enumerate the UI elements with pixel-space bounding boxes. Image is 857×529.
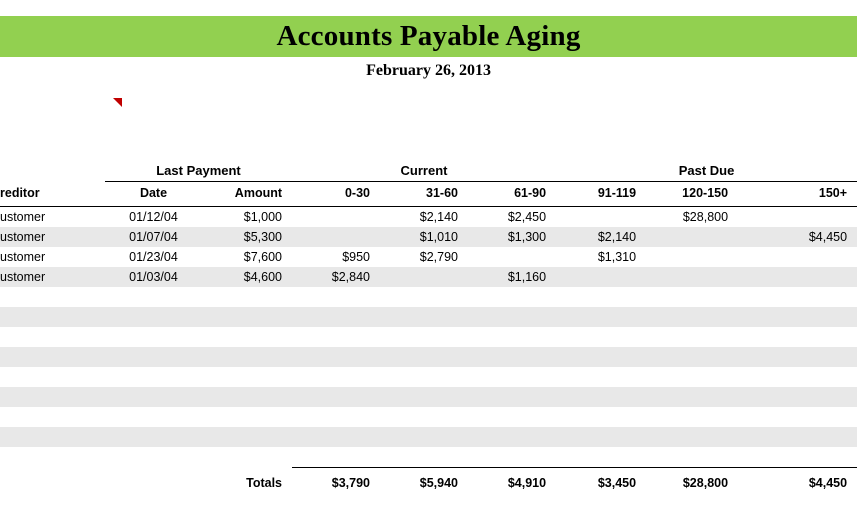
cell-date: 01/07/04 bbox=[105, 227, 202, 247]
group-header-past-due: Past Due bbox=[556, 160, 857, 182]
column-header-150-plus: 150+ bbox=[738, 182, 857, 207]
cell-120-150 bbox=[646, 227, 738, 247]
column-header-61-90: 61-90 bbox=[468, 182, 556, 207]
cell-0-30: $950 bbox=[342, 250, 371, 264]
table-row-empty[interactable] bbox=[0, 427, 857, 447]
table-row-empty[interactable] bbox=[0, 367, 857, 387]
cell-creditor: ustomer bbox=[0, 210, 46, 224]
cell-61-90: $2,450 bbox=[507, 210, 547, 224]
table-row-empty[interactable] bbox=[0, 327, 857, 347]
column-header-creditor: reditor bbox=[0, 182, 105, 207]
table-row-empty[interactable] bbox=[0, 307, 857, 327]
cell-150-plus bbox=[738, 267, 857, 287]
table-row[interactable] bbox=[0, 247, 857, 267]
cell-amount: $4,600 bbox=[202, 267, 292, 287]
totals-91-119: $3,450 bbox=[556, 468, 646, 496]
table-row[interactable] bbox=[0, 267, 857, 287]
totals-label: Totals bbox=[246, 475, 283, 490]
totals-31-60: $5,940 bbox=[380, 468, 468, 496]
cell-91-119: $2,140 bbox=[556, 227, 646, 247]
totals-150-plus: $4,450 bbox=[738, 468, 857, 496]
cell-61-90: $1,160 bbox=[468, 267, 556, 287]
table-row-empty[interactable] bbox=[0, 387, 857, 407]
aging-table bbox=[0, 160, 857, 495]
cell-120-150: $28,800 bbox=[682, 210, 729, 224]
totals-spacer-2 bbox=[105, 468, 202, 496]
column-header-amount: Amount bbox=[202, 182, 292, 207]
totals-spacer bbox=[0, 468, 105, 496]
cell-creditor: ustomer bbox=[0, 250, 46, 264]
group-header-spacer bbox=[0, 160, 105, 182]
table-group-header-row bbox=[0, 160, 857, 182]
table-row[interactable] bbox=[0, 227, 857, 247]
totals-0-30: $3,790 bbox=[292, 468, 380, 496]
cell-comment-marker-icon bbox=[113, 98, 122, 107]
cell-creditor: ustomer bbox=[0, 227, 105, 247]
cell-120-150 bbox=[646, 267, 738, 287]
table-column-header-row bbox=[0, 182, 857, 207]
column-header-date: Date bbox=[105, 182, 202, 207]
totals-61-90: $4,910 bbox=[468, 468, 556, 496]
cell-120-150 bbox=[646, 247, 738, 267]
cell-91-119 bbox=[556, 267, 646, 287]
cell-31-60: $2,790 bbox=[419, 250, 459, 264]
table-row[interactable] bbox=[0, 207, 857, 228]
page-title: Accounts Payable Aging bbox=[276, 20, 581, 52]
cell-150-plus bbox=[738, 247, 857, 267]
column-header-0-30: 0-30 bbox=[292, 182, 380, 207]
cell-0-30 bbox=[292, 207, 380, 228]
column-header-120-150: 120-150 bbox=[646, 182, 738, 207]
table-totals-row bbox=[0, 468, 857, 496]
cell-150-plus bbox=[738, 207, 857, 228]
table-row-empty[interactable] bbox=[0, 347, 857, 367]
cell-date: 01/03/04 bbox=[105, 267, 202, 287]
table-row-empty[interactable] bbox=[0, 447, 857, 468]
cell-31-60: $1,010 bbox=[380, 227, 468, 247]
cell-date: 01/23/04 bbox=[129, 250, 178, 264]
group-header-current: Current bbox=[292, 160, 556, 182]
cell-31-60 bbox=[380, 267, 468, 287]
cell-amount: $7,600 bbox=[243, 250, 283, 264]
cell-61-90 bbox=[468, 247, 556, 267]
totals-120-150: $28,800 bbox=[646, 468, 738, 496]
group-header-last-payment: Last Payment bbox=[105, 160, 292, 182]
cell-91-119: $1,310 bbox=[597, 250, 637, 264]
cell-creditor: ustomer bbox=[0, 267, 105, 287]
report-date: February 26, 2013 bbox=[366, 62, 491, 79]
table-row-empty[interactable] bbox=[0, 407, 857, 427]
column-header-91-119: 91-119 bbox=[556, 182, 646, 207]
cell-amount: $5,300 bbox=[202, 227, 292, 247]
cell-91-119 bbox=[556, 207, 646, 228]
cell-31-60: $2,140 bbox=[419, 210, 459, 224]
cell-amount: $1,000 bbox=[243, 210, 283, 224]
cell-150-plus: $4,450 bbox=[738, 227, 857, 247]
table-row-empty[interactable] bbox=[0, 287, 857, 307]
cell-0-30: $2,840 bbox=[292, 267, 380, 287]
cell-date: 01/12/04 bbox=[129, 210, 178, 224]
report-title-banner bbox=[0, 16, 857, 57]
cell-0-30 bbox=[292, 227, 380, 247]
column-header-31-60: 31-60 bbox=[380, 182, 468, 207]
cell-61-90: $1,300 bbox=[468, 227, 556, 247]
